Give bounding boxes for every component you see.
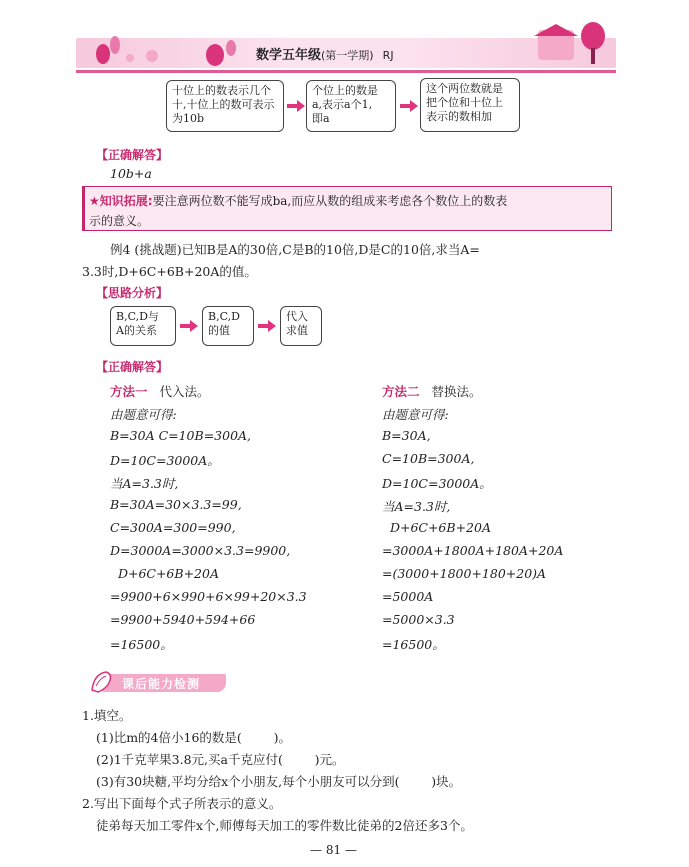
method1-line: C=300A=300=990, <box>110 520 236 535</box>
decor-rabbit-icon <box>206 44 224 66</box>
method2-line: D=10C=3000A。 <box>382 476 492 491</box>
method1-line: 当A=3.3时, <box>110 476 179 491</box>
hand-icon <box>88 668 118 696</box>
page-number: — 81 — <box>310 843 357 857</box>
flow-box-sum: 这个两位数就是 把个位和十位上 表示的数相加 <box>420 78 520 132</box>
exercise-q1: 1.填空。 <box>82 708 132 723</box>
answer-tag: 【正确解答】 <box>96 148 169 162</box>
analysis-box-relation: B,C,D与 A的关系 <box>110 306 176 346</box>
answer-value: 10b+a <box>110 166 152 181</box>
exercise-q2-text: 徒弟每天加工零件x个,师傅每天加工的零件数比徒弟的2倍还多3个。 <box>96 818 473 833</box>
flow-arrow-icon <box>180 320 198 332</box>
example-question-line2: 3.3时,D+6C+6B+20A的值。 <box>82 264 257 279</box>
extension-text: 要注意两位数不能写成ba,而应从数的组成来考虑各个数位上的数表 <box>152 194 508 208</box>
decor-roof-icon <box>534 24 578 36</box>
exercise-q1-3: (3)有30块糖,平均分给x个小朋友,每个小朋友可以分到( )块。 <box>96 774 462 789</box>
flow-box-tens: 十位上的数表示几个 十,十位上的数可表示 为10b <box>166 80 284 132</box>
flow-arrow-icon <box>258 320 276 332</box>
flow-box-ones: 个位上的数是 a,表示a个1, 即a <box>306 80 396 132</box>
decor-dot-icon <box>146 50 158 62</box>
method2-line: =5000A <box>382 589 434 604</box>
method1-line: D=10C=3000A。 <box>110 453 220 468</box>
method2-line: =5000×3.3 <box>382 612 455 627</box>
method2-line: 当A=3.3时, <box>382 499 451 514</box>
exercise-q2: 2.写出下面每个式子所表示的意义。 <box>82 796 282 811</box>
method2-line: C=10B=300A, <box>382 451 475 466</box>
method1-line: D=3000A=3000×3.3=9900, <box>110 543 291 558</box>
method2-line: =(3000+1800+180+20)A <box>382 566 547 581</box>
decor-leaf-icon <box>96 44 110 64</box>
method1-line: 由题意可得: <box>110 407 177 422</box>
method2-line: 由题意可得: <box>382 407 449 422</box>
method2-line: D+6C+6B+20A <box>382 520 491 535</box>
example-question-line1: 例4 (挑战题)已知B是A的30倍,C是B的10倍,D是C的10倍,求当A= <box>110 242 480 257</box>
method1-line: B=30A C=10B=300A, <box>110 428 252 443</box>
flow-arrow-icon <box>287 100 305 112</box>
analysis-tag: 【思路分析】 <box>96 286 169 300</box>
extension-text-2: 示的意义。 <box>89 214 150 228</box>
method1-heading: 方法一 代入法。 <box>110 384 210 399</box>
answer-tag: 【正确解答】 <box>96 360 169 374</box>
lesson-banner-title: 课后能力检测 <box>122 677 201 691</box>
method2-line: =16500。 <box>382 637 445 652</box>
page-header <box>76 0 616 80</box>
decor-leaf-icon <box>226 40 236 56</box>
method2-line: =3000A+1800A+180A+20A <box>382 543 564 558</box>
analysis-box-values: B,C,D 的值 <box>202 306 254 346</box>
decor-leaf-icon <box>110 36 120 54</box>
method1-line: =9900+5940+594+66 <box>110 612 256 627</box>
decor-tree-icon <box>581 22 605 50</box>
method1-line: B=30A=30×3.3=99, <box>110 497 242 512</box>
extension-label: ★知识拓展: <box>89 194 153 208</box>
header-title: 数学五年级(第一学期) RJ <box>256 48 394 63</box>
method1-line: D+6C+6B+20A <box>110 566 219 581</box>
decor-dot-icon <box>126 54 134 62</box>
lesson-banner <box>88 668 228 696</box>
analysis-box-substitute: 代入 求值 <box>280 306 322 346</box>
knowledge-extension <box>82 186 612 231</box>
decor-trunk-icon <box>591 48 595 64</box>
flow-arrow-icon <box>400 100 418 112</box>
exercise-q1-1: (1)比m的4倍小16的数是( )。 <box>96 730 291 745</box>
method2-line: B=30A, <box>382 428 431 443</box>
method1-line: =9900+6×990+6×99+20×3.3 <box>110 589 307 604</box>
method2-heading: 方法二 替换法。 <box>382 384 482 399</box>
exercise-q1-2: (2)1千克苹果3.8元,买a千克应付( )元。 <box>96 752 345 767</box>
header-rule <box>76 70 616 73</box>
method1-line: =16500。 <box>110 637 173 652</box>
